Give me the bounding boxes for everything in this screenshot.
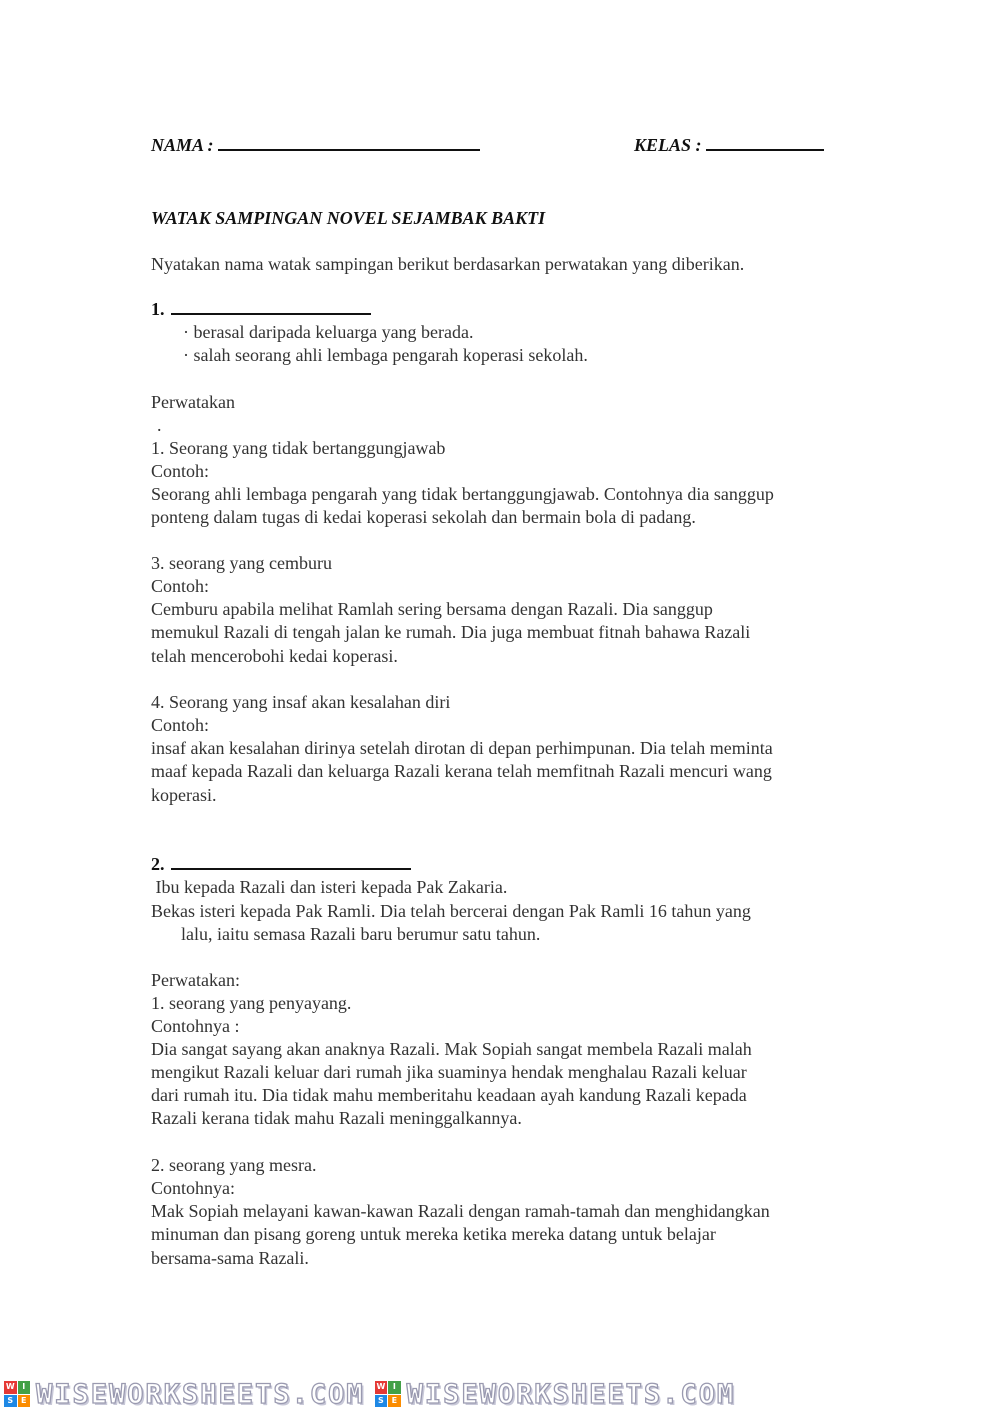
q1-trait-heading: 1. Seorang yang tidak bertanggungjawab: [151, 438, 446, 458]
q2-trait-text: minuman dan pisang goreng untuk mereka ketika mereka datang untuk belajar: [151, 1224, 716, 1244]
q1-trait-text: Seorang ahli lembaga pengarah yang tidak bertanggungjawab. Contohnya dia sanggup: [151, 484, 774, 504]
nama-answer-line[interactable]: [218, 135, 480, 151]
q2-answer-line[interactable]: [171, 854, 411, 870]
q1-trait-example-label: Contoh:: [151, 715, 210, 735]
q2-trait-text: Mak Sopiah melayani kawan-kawan Razali dengan ramah-tamah dan menghidangkan: [151, 1201, 770, 1221]
q1-trait-text: Cemburu apabila melihat Ramlah sering bersama dengan Razali. Dia sanggup: [151, 599, 713, 619]
q1-trait-heading: 3. seorang yang cemburu: [151, 553, 332, 573]
instruction-text: Nyatakan nama watak sampingan berikut berdasarkan perwatakan yang diberikan.: [151, 254, 745, 274]
q1-trait-example-label: Contoh:: [151, 461, 210, 481]
q1-trait-text: koperasi.: [151, 785, 217, 805]
q2-trait-heading: 1. seorang yang penyayang.: [151, 993, 352, 1013]
kelas-answer-line[interactable]: [706, 135, 824, 151]
q2-trait-text: mengikut Razali keluar dari rumah jika suaminya hendak menghalau Razali keluar: [151, 1062, 747, 1082]
q1-trait-text: memukul Razali di tengah jalan ke rumah. Dia juga membuat fitnah bahawa Razali: [151, 622, 751, 642]
nama-label: NAMA :: [151, 135, 214, 155]
q1-trait-text: ponteng dalam tugas di kedai koperasi sekolah dan bermain bola di padang.: [151, 507, 696, 527]
q2-trait-example-label: Contohnya :: [151, 1016, 240, 1036]
q2-perwatakan-label: Perwatakan:: [151, 970, 240, 990]
q1-heading: [151, 298, 371, 321]
q1-number: 1.: [151, 299, 165, 319]
q2-heading: [151, 853, 411, 876]
wiseworksheets-logo-icon: W I S E: [375, 1381, 401, 1407]
q2-trait-text: dari rumah itu. Dia tidak mahu memberitahu keadaan ayah kandung Razali kepada: [151, 1085, 747, 1105]
q1-dot: .: [157, 415, 162, 435]
q2-number: 2.: [151, 854, 165, 874]
watermark-text: WISEWORKSHEETS.COM: [406, 1378, 736, 1410]
q1-trait-example-label: Contoh:: [151, 576, 210, 596]
q1-trait-text: insaf akan kesalahan dirinya setelah dirotan di depan perhimpunan. Dia telah meminta: [151, 738, 773, 758]
q2-trait-text: bersama-sama Razali.: [151, 1248, 309, 1268]
page-title: WATAK SAMPINGAN NOVEL SEJAMBAK BAKTI: [151, 208, 546, 228]
q1-trait-heading: 4. Seorang yang insaf akan kesalahan diri: [151, 692, 451, 712]
q2-desc: Bekas isteri kepada Pak Ramli. Dia telah bercerai dengan Pak Ramli 16 tahun yang: [151, 901, 751, 921]
q1-bullet: · berasal daripada keluarga yang berada.: [183, 322, 474, 342]
watermark-text: WISEWORKSHEETS.COM: [36, 1378, 365, 1410]
kelas-field: [634, 134, 824, 157]
q1-answer-line[interactable]: [171, 299, 371, 315]
kelas-label: KELAS :: [634, 135, 702, 155]
nama-field: [151, 134, 480, 157]
q1-bullet: · salah seorang ahli lembaga pengarah koperasi sekolah.: [183, 345, 588, 365]
q1-trait-text: telah mencerobohi kedai koperasi.: [151, 646, 398, 666]
q2-trait-text: Razali kerana tidak mahu Razali meninggalkannya.: [151, 1108, 522, 1128]
q2-desc: Ibu kepada Razali dan isteri kepada Pak Zakaria.: [151, 877, 508, 897]
q2-trait-example-label: Contohnya:: [151, 1178, 235, 1198]
q2-trait-text: Dia sangat sayang akan anaknya Razali. Mak Sopiah sangat membela Razali malah: [151, 1039, 752, 1059]
q1-perwatakan-label: Perwatakan: [151, 392, 235, 412]
watermark-footer: [0, 1375, 1000, 1413]
wiseworksheets-logo-icon: W I S E: [4, 1381, 30, 1407]
q2-desc: lalu, iaitu semasa Razali baru berumur satu tahun.: [181, 924, 541, 944]
q1-trait-text: maaf kepada Razali dan keluarga Razali kerana telah memfitnah Razali mencuri wang: [151, 761, 772, 781]
q2-trait-heading: 2. seorang yang mesra.: [151, 1155, 317, 1175]
